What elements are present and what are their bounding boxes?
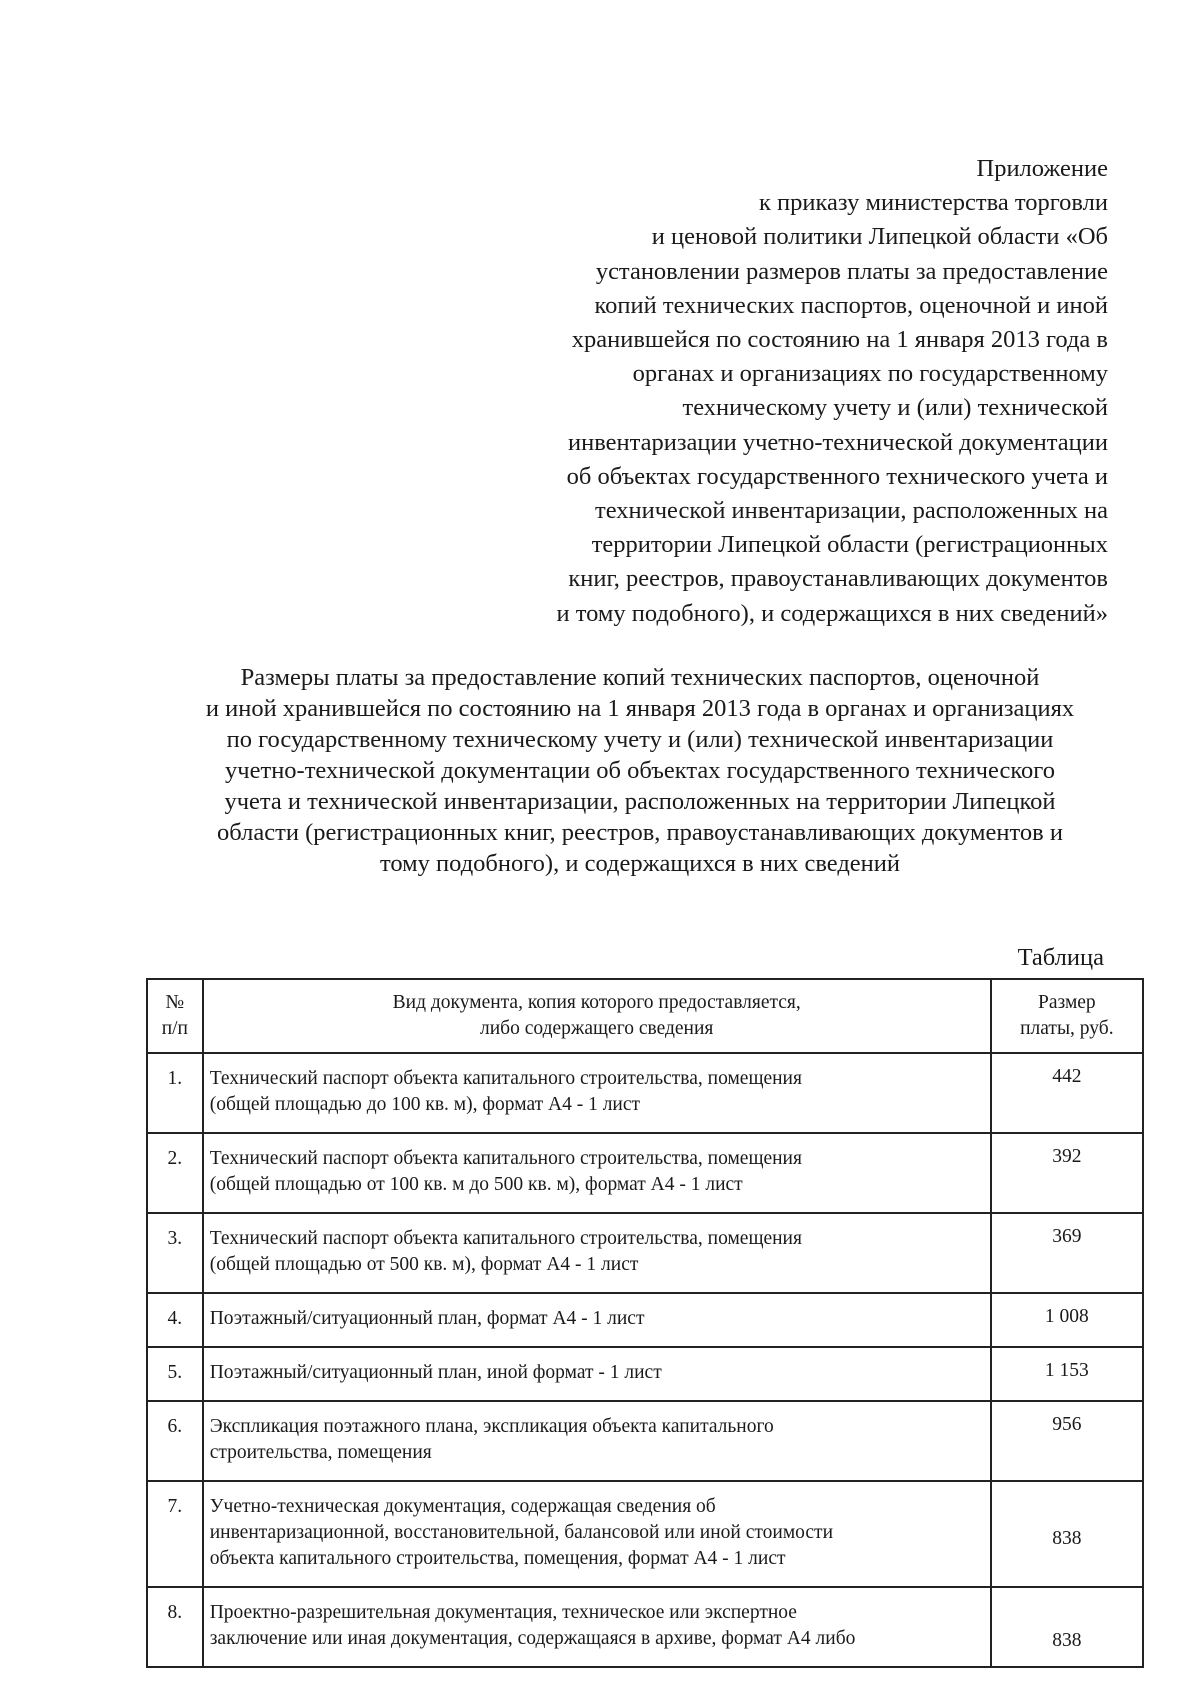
row-fee: 442 <box>991 1053 1143 1133</box>
row-description <box>203 1481 991 1587</box>
heading-line: Размеры платы за предоставление копий технических паспортов, оценочной <box>240 664 1040 691</box>
table-row <box>147 1053 1143 1133</box>
row-description <box>203 1053 991 1133</box>
description-line: Учетно-техническая документация, содержащая сведения об <box>209 1496 716 1517</box>
row-description <box>203 1347 991 1401</box>
description-line: Проектно-разрешительная документация, техническое или экспертное <box>209 1602 797 1623</box>
description-line: заключение или иная документация, содержащаяся в архиве, формат А4 либо <box>209 1628 856 1649</box>
table-row <box>147 1133 1143 1213</box>
description-line: Экспликация поэтажного плана, экспликация объекта капитального <box>209 1416 774 1437</box>
header-document-type <box>203 979 991 1053</box>
appendix-line: копий технических паспортов, оценочной и иной <box>594 291 1108 319</box>
row-number: 8. <box>147 1587 203 1667</box>
header-document-line: Вид документа, копия которого предоставляется, <box>392 992 801 1013</box>
row-number: 1. <box>147 1053 203 1133</box>
description-line: Технический паспорт объекта капитального строительства, помещения <box>209 1068 802 1089</box>
header-fee <box>991 979 1143 1053</box>
row-fee: 369 <box>991 1213 1143 1293</box>
header-fee-line: Размер <box>1038 992 1096 1013</box>
row-description <box>203 1293 991 1347</box>
description-line: (общей площадью от 500 кв. м), формат А4 - 1 лист <box>209 1254 639 1275</box>
description-line: (общей площадью до 100 кв. м), формат А4 - 1 лист <box>209 1094 641 1115</box>
row-number: 2. <box>147 1133 203 1213</box>
header-number <box>147 979 203 1053</box>
row-fee: 392 <box>991 1133 1143 1213</box>
description-line: объекта капитального строительства, помещения, формат А4 - 1 лист <box>209 1548 786 1569</box>
description-line: Технический паспорт объекта капитального строительства, помещения <box>209 1148 802 1169</box>
heading-line: тому подобного), и содержащихся в них сведений <box>380 850 900 877</box>
row-fee: 1 008 <box>991 1293 1143 1347</box>
header-number-line: п/п <box>161 1018 188 1039</box>
heading-line: и иной хранившейся по состоянию на 1 января 2013 года в органах и организациях <box>205 695 1075 722</box>
appendix-line: и ценовой политики Липецкой области «Об <box>651 223 1108 251</box>
row-description <box>203 1133 991 1213</box>
header-number-line: № <box>165 992 185 1013</box>
row-description <box>203 1213 991 1293</box>
appendix-line: органах и организациях по государственному <box>632 360 1108 388</box>
heading-line: по государственному техническому учету и (или) технической инвентаризации <box>226 726 1054 753</box>
row-fee: 838 <box>991 1481 1143 1587</box>
table-row <box>147 1401 1143 1481</box>
description-line: строительства, помещения <box>209 1442 432 1463</box>
table-header-row <box>147 979 1143 1053</box>
document-heading <box>120 662 1160 879</box>
appendix-line: инвентаризации учетно-технической документации <box>567 428 1108 456</box>
appendix-line: установлении размеров платы за предоставление <box>595 257 1108 285</box>
row-fee: 1 153 <box>991 1347 1143 1401</box>
table-row <box>147 1587 1143 1667</box>
appendix-line: технической инвентаризации, расположенных на <box>595 497 1108 525</box>
table-caption: Таблица <box>1017 944 1104 971</box>
row-description <box>203 1587 991 1667</box>
description-line: (общей площадью от 100 кв. м до 500 кв. м), формат А4 - 1 лист <box>209 1174 743 1195</box>
heading-line: учета и технической инвентаризации, расположенных на территории Липецкой <box>224 788 1056 815</box>
appendix-line: Приложение <box>976 155 1108 182</box>
row-number: 5. <box>147 1347 203 1401</box>
heading-line: учетно-технической документации об объектах государственного технического <box>225 757 1055 784</box>
row-number: 4. <box>147 1293 203 1347</box>
appendix-line: к приказу министерства торговли <box>759 189 1108 217</box>
appendix-line: техническому учету и (или) технической <box>682 394 1108 422</box>
description-line: Технический паспорт объекта капитального строительства, помещения <box>209 1228 802 1249</box>
fee-table <box>146 978 1144 1668</box>
appendix-reference <box>468 152 1108 631</box>
description-line: инвентаризационной, восстановительной, балансовой или иной стоимости <box>209 1522 834 1543</box>
appendix-line: и тому подобного), и содержащихся в них сведений» <box>556 599 1108 627</box>
row-number: 3. <box>147 1213 203 1293</box>
row-number: 7. <box>147 1481 203 1587</box>
header-document-line: либо содержащего сведения <box>480 1018 714 1039</box>
description-line: Поэтажный/ситуационный план, формат А4 - 1 лист <box>209 1308 645 1329</box>
row-description <box>203 1401 991 1481</box>
table-row <box>147 1347 1143 1401</box>
table-row <box>147 1481 1143 1587</box>
table-row <box>147 1213 1143 1293</box>
row-number: 6. <box>147 1401 203 1481</box>
heading-line: области (регистрационных книг, реестров, правоустанавливающих документов и <box>217 819 1063 846</box>
row-fee: 956 <box>991 1401 1143 1481</box>
appendix-line: территории Липецкой области (регистрационных <box>591 531 1108 559</box>
description-line: Поэтажный/ситуационный план, иной формат - 1 лист <box>209 1362 662 1383</box>
appendix-line: книг, реестров, правоустанавливающих документов <box>568 565 1108 593</box>
appendix-line: хранившейся по состоянию на 1 января 2013 года в <box>571 326 1108 354</box>
header-fee-line: платы, руб. <box>1020 1018 1114 1039</box>
table-row <box>147 1293 1143 1347</box>
row-fee: 838 <box>991 1587 1143 1667</box>
appendix-line: об объектах государственного технического учета и <box>566 462 1108 490</box>
